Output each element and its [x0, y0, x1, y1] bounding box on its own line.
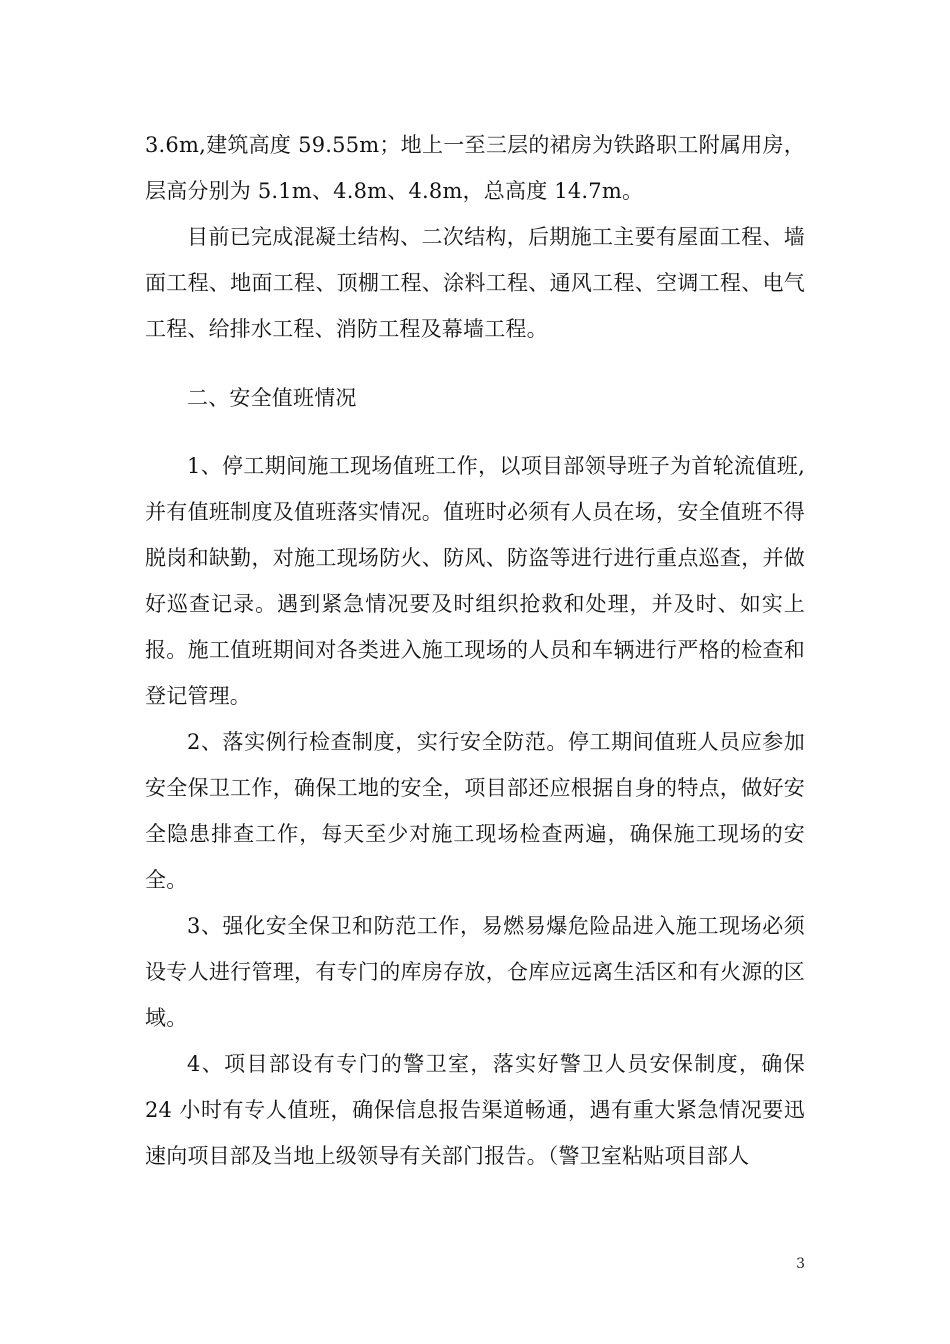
paragraph-duty-item-4: 4、项目部设有专门的警卫室，落实好警卫人员安保制度，确保 24 小时有专人值班，确保信息报告渠道畅通，遇有重大紧急情况要迅速向项目部及当地上级领导有关部门报告。（警卫室粘贴项目部人	[145, 1052, 805, 1168]
paragraph-duty-item-3: 3、强化安全保卫和防范工作，易燃易爆危险品进入施工现场必须设专人进行管理，有专门的库房存放，仓库应远离生活区和有火源的区域。	[145, 914, 805, 1030]
page-number: 3	[796, 1256, 805, 1272]
document-body	[145, 122, 805, 1179]
section-heading-safety-duty: 二、安全值班情况	[187, 386, 357, 410]
paragraph-building-height: 3.6m,建筑高度 59.55m；地上一至三层的裙房为铁路职工附属用房，层高分别为 5.1m、4.8m、4.8m，总高度 14.7m。	[145, 133, 805, 203]
paragraph-remaining-works: 目前已完成混凝土结构、二次结构，后期施工主要有屋面工程、墙面工程、地面工程、顶棚工程、涂料工程、通风工程、空调工程、电气工程、给排水工程、消防工程及幕墙工程。	[145, 225, 805, 341]
paragraph-duty-item-2: 2、落实例行检查制度，实行安全防范。停工期间值班人员应参加安全保卫工作，确保工地的安全，项目部还应根据自身的特点，做好安全隐患排查工作，每天至少对施工现场检查两遍，确保施工现场的安全。	[145, 730, 805, 892]
paragraph-duty-item-1: 1、停工期间施工现场值班工作，以项目部领导班子为首轮流值班,并有值班制度及值班落实情况。值班时必须有人员在场，安全值班不得脱岗和缺勤，对施工现场防火、防风、防盗等进行进行重点巡查，并做好巡查记录。遇到紧急情况要及时组织抢救和处理，并及时、如实上报。施工值班期间对各类进入施工现场的人员和车辆进行严格的检查和登记管理。	[145, 454, 805, 708]
